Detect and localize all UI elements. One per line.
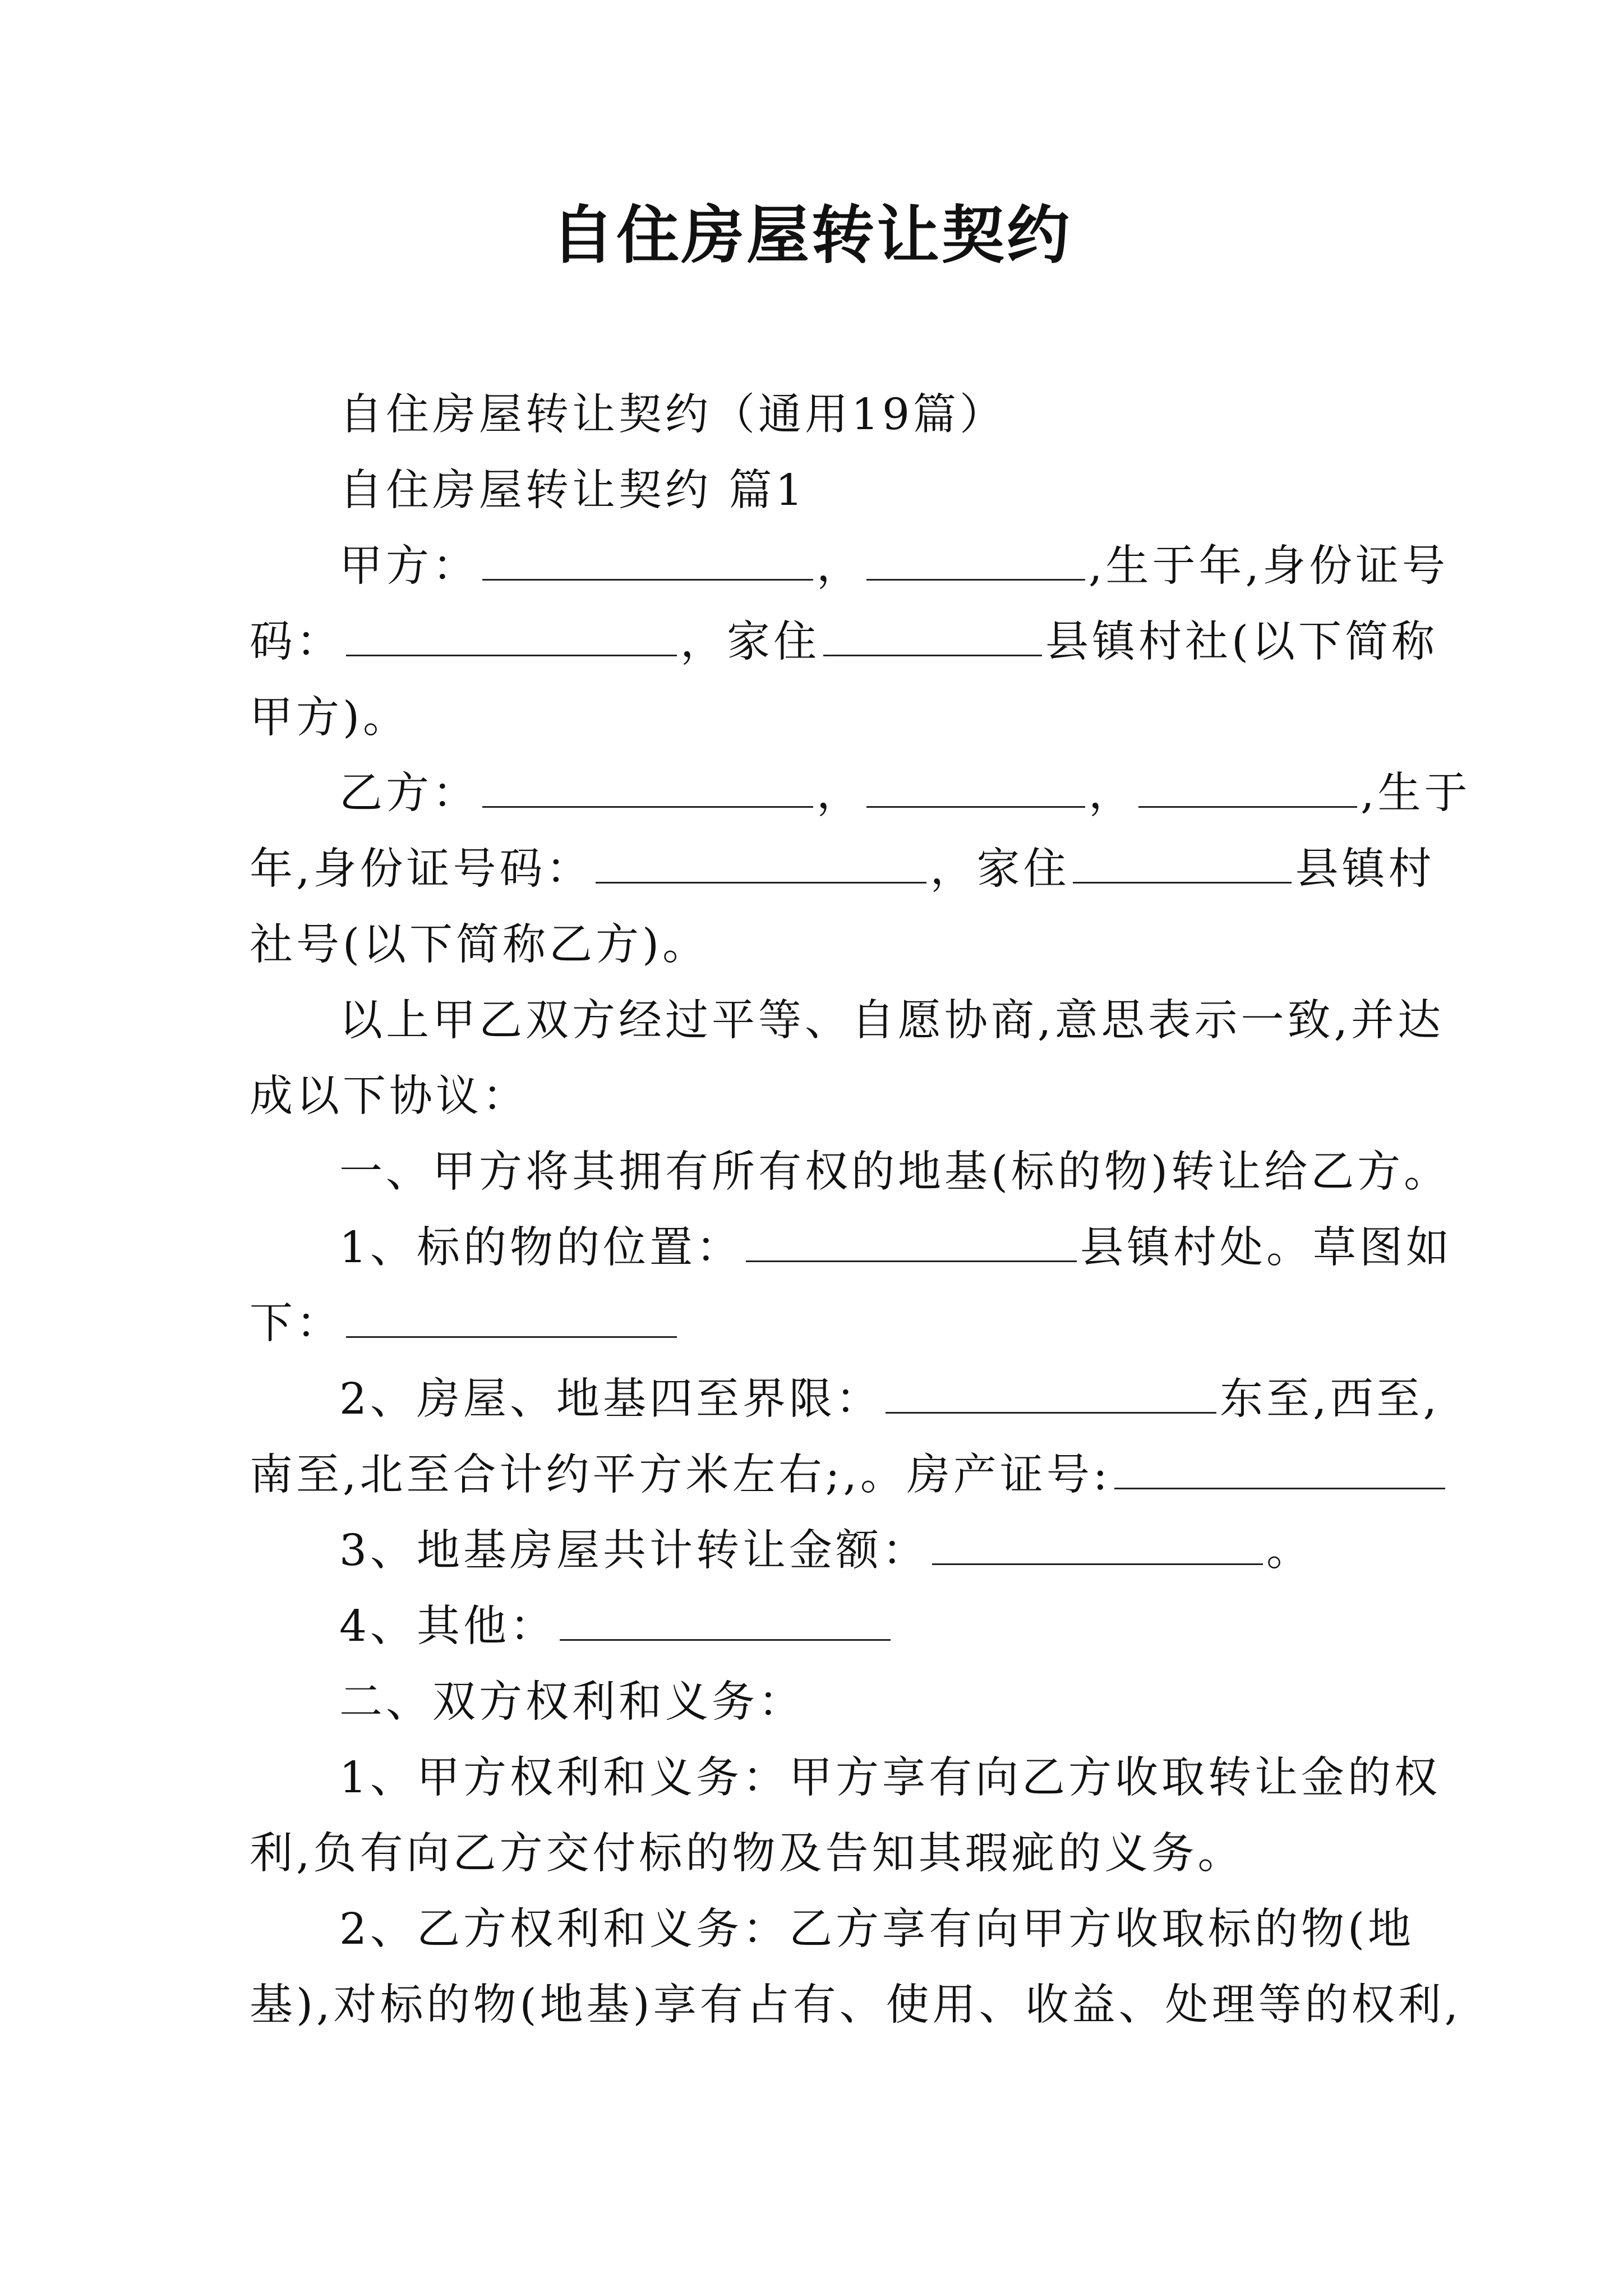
section-heading: 自住房屋转让契约 篇1 <box>339 466 806 516</box>
clause-2-2: 2、乙方权利和义务：乙方享有向甲方收取标的物(地 <box>339 1904 1415 1954</box>
blank-field[interactable] <box>346 615 677 656</box>
blank-field[interactable] <box>482 540 813 581</box>
clause-2-1-cont: 利,负有向乙方交付标的物及告知其瑕疵的义务。 <box>250 1829 1244 1879</box>
blank-field[interactable] <box>823 615 1042 656</box>
blank-field[interactable] <box>482 767 813 808</box>
party-b-line-1: 乙方： ， ， ,生于 <box>339 766 1623 822</box>
blank-field[interactable] <box>746 1221 1077 1262</box>
blank-field[interactable] <box>866 540 1085 581</box>
blank-field[interactable] <box>932 1524 1263 1565</box>
clause-1-2: 2、房屋、地基四至界限： 东至,西至, <box>339 1372 1623 1428</box>
clause-1-2-cont: 南至,北至合计约平方米左右;,。房产证号: <box>250 1447 1623 1503</box>
paragraph-line: 成以下协议： <box>250 1071 529 1121</box>
party-b-line-2: 年,身份证号码： ，家住 县镇村 <box>250 841 1623 898</box>
blank-field[interactable] <box>1138 767 1357 808</box>
party-a-line-1: 甲方： ， ,生于年,身份证号 <box>339 539 1623 595</box>
clause-1-1: 1、标的物的位置： 县镇村处。草图如 <box>339 1220 1623 1276</box>
clause-2-heading: 二、双方权利和义务： <box>339 1677 805 1727</box>
party-a-line-3: 甲方)。 <box>250 693 410 743</box>
document-title: 自住房屋转让契约 <box>551 199 1072 272</box>
blank-field[interactable] <box>1073 843 1292 884</box>
blank-field[interactable] <box>560 1600 891 1641</box>
blank-field[interactable] <box>886 1373 1216 1414</box>
party-a-line-2: 码： ，家住 县镇村社(以下简称 <box>250 614 1623 670</box>
blank-field[interactable] <box>346 1297 677 1338</box>
clause-1-1-cont: 下： <box>250 1296 1623 1352</box>
clause-1-4: 4、其他： <box>339 1599 1623 1655</box>
clause-1-heading: 一、甲方将其拥有所有权的地基(标的物)转让给乙方。 <box>339 1147 1451 1197</box>
paragraph-line: 以上甲乙双方经过平等、自愿协商,意思表示一致,并达 <box>339 996 1444 1046</box>
blank-field[interactable] <box>1114 1448 1445 1489</box>
blank-field[interactable] <box>596 843 926 884</box>
blank-field[interactable] <box>866 767 1085 808</box>
clause-1-3: 3、地基房屋共计转让金额： 。 <box>339 1523 1623 1579</box>
clause-2-2-cont: 基),对标的物(地基)享有占有、使用、收益、处理等的权利, <box>250 1980 1462 2030</box>
party-b-line-3: 社号(以下简称乙方)。 <box>250 920 709 970</box>
subtitle: 自住房屋转让契约（通用19篇） <box>339 390 1006 440</box>
clause-2-1: 1、甲方权利和义务：甲方享有向乙方收取转让金的权 <box>339 1753 1441 1803</box>
